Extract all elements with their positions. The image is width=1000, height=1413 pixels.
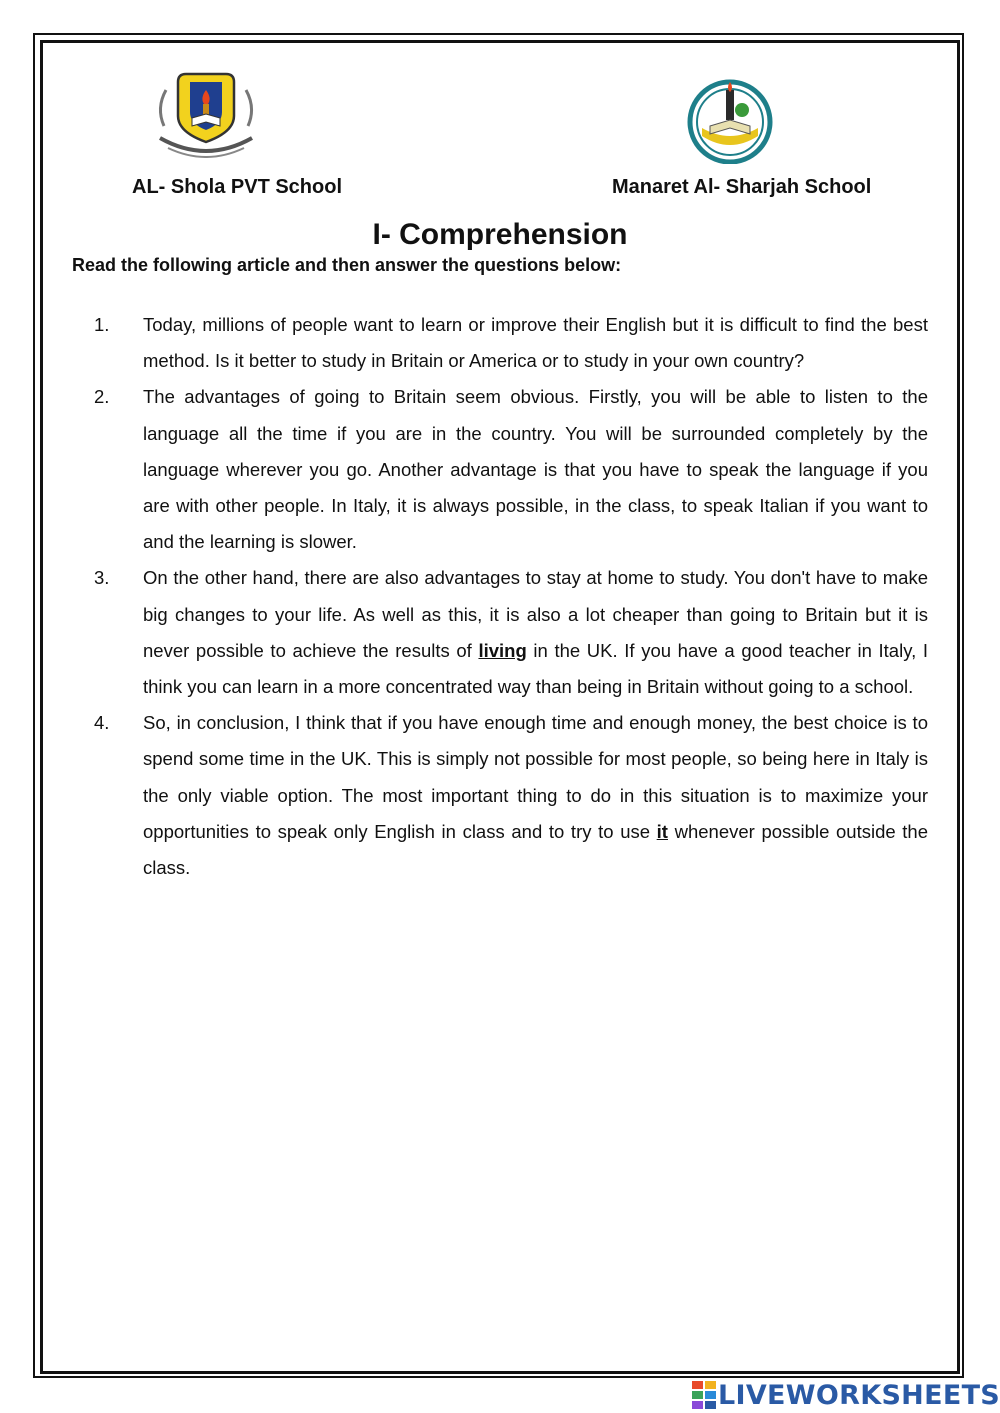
highlighted-word-living: living bbox=[478, 639, 527, 661]
liveworksheets-logo-icon bbox=[692, 1380, 718, 1410]
paragraph-number: 4. bbox=[94, 712, 110, 734]
paragraph-number: 2. bbox=[94, 386, 110, 408]
paragraph-text-after: whenever possible outside the class. bbox=[143, 820, 929, 879]
manaret-al-sharjah-logo-icon bbox=[686, 76, 774, 164]
paragraph-number: 3. bbox=[94, 567, 110, 589]
paragraph-text-before: On the other hand, there are also advantages to stay at home to study. You don't have to make big changes to your life. As well as this, it is also a lot cheaper than going to Britain but it is never possible to achieve the results of bbox=[143, 567, 928, 661]
paragraph-text-before: So, in conclusion, I think that if you have enough time and enough money, the best choice is to spend some time in the UK. This is simply not possible for most people, so being here in Italy is the only viable option. The most important thing to do in this situation is to maximize your opportunities to speak only English in class and to try to use bbox=[143, 712, 928, 842]
al-shola-logo-icon bbox=[152, 68, 260, 158]
left-school-name: AL- Shola PVT School bbox=[132, 176, 343, 198]
paragraph-text-after: in the UK. If you have a good teacher in Italy, I think you can learn in a more concentrated way than being in Britain without going to a school. bbox=[143, 639, 928, 698]
paragraph-text: Today, millions of people want to learn or improve their English but it is difficult to find the best method. Is it better to study in Britain or America or to study in your own country? bbox=[143, 314, 928, 372]
liveworksheets-watermark bbox=[692, 1380, 1000, 1410]
paragraph-text: The advantages of going to Britain seem obvious. Firstly, you will be able to listen to the language all the time if you are in the country. You will be surrounded completely by the language wherever you go. Another advantage is that you have to speak the language if you are with other people. In Italy, it is always possible, in the class, to speak Italian if you want to and the learning is slower. bbox=[143, 386, 928, 553]
highlighted-word-it: it bbox=[656, 820, 668, 842]
watermark-text: LIVEWORKSHEETS bbox=[718, 1379, 1000, 1411]
right-school-name: Manaret Al- Sharjah School bbox=[612, 176, 872, 198]
paragraph-number: 1. bbox=[94, 314, 110, 335]
article-list bbox=[94, 307, 928, 886]
article-paragraph bbox=[94, 560, 928, 705]
article-paragraph bbox=[94, 379, 928, 560]
article-paragraph bbox=[94, 307, 928, 379]
instruction-text: Read the following article and then answer the questions below: bbox=[72, 255, 622, 275]
article-paragraph bbox=[94, 705, 928, 886]
page-title: I- Comprehension bbox=[372, 218, 628, 251]
